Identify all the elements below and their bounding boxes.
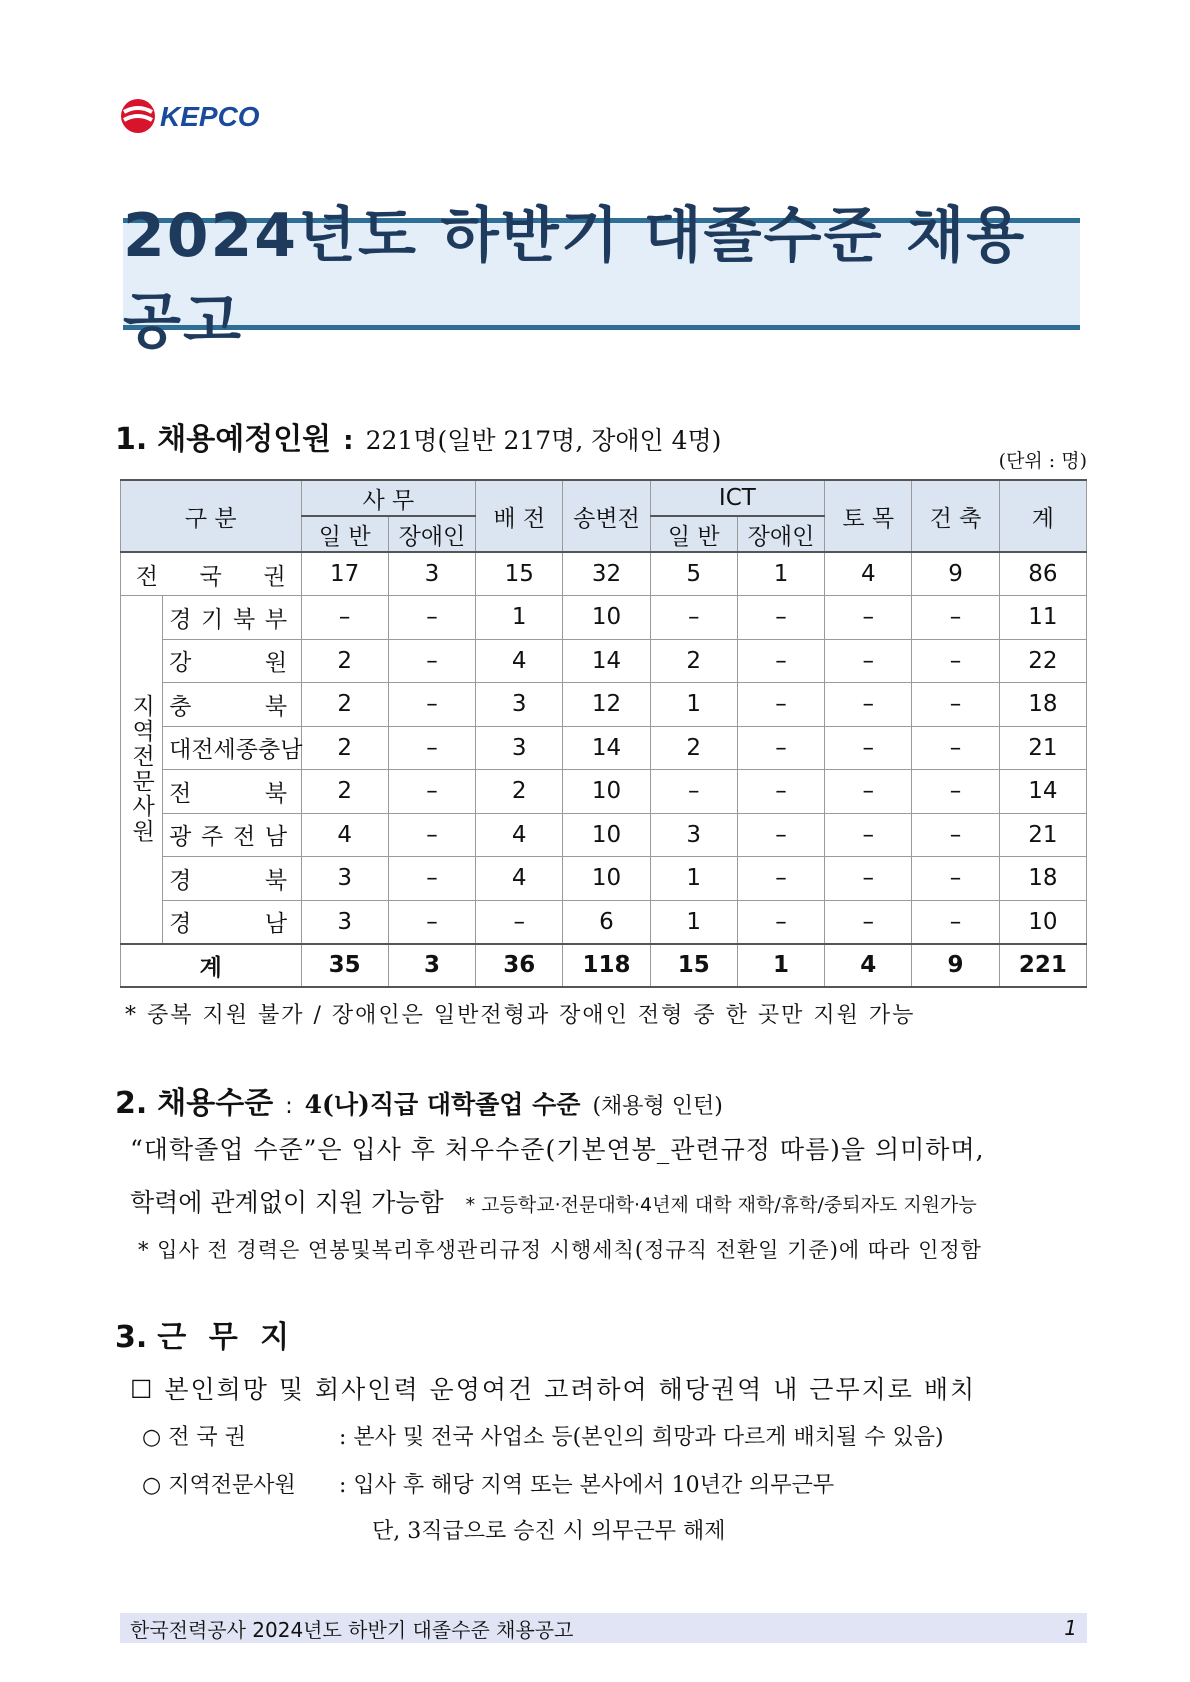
- table-cell: 6: [563, 900, 650, 944]
- table-cell: –: [737, 857, 824, 901]
- table-cell: –: [737, 770, 824, 814]
- table-cell: 4: [476, 857, 563, 901]
- career-note: * 입사 전 경력은 연봉및복리후생관리규정 시행세칙(정규직 전환일 기준)에 따라 인정함: [138, 1238, 982, 1262]
- region-name: 경 남: [163, 900, 301, 944]
- header-civil: 토 목: [825, 480, 912, 552]
- table-row-region: [121, 596, 1087, 640]
- table-cell: 22: [999, 639, 1086, 683]
- table-cell: 3: [388, 552, 475, 596]
- table-cell: –: [912, 596, 999, 640]
- table-cell: 1: [476, 596, 563, 640]
- section-2-heading: 2. 채용수준 : 4(나)직급 대학졸업 수준 (채용형 인턴): [115, 1086, 723, 1121]
- table-cell: 1: [650, 683, 737, 727]
- table-cell: –: [912, 857, 999, 901]
- table-cell: 1: [650, 900, 737, 944]
- kepco-logo: [118, 96, 288, 136]
- table-cell: –: [825, 813, 912, 857]
- table-cell: 3: [476, 726, 563, 770]
- table-cell: –: [825, 639, 912, 683]
- table-cell: 1: [737, 944, 824, 988]
- table-cell: –: [737, 596, 824, 640]
- header-office-general: 일 반: [301, 516, 388, 552]
- table-cell: –: [388, 900, 475, 944]
- table-cell: 32: [563, 552, 650, 596]
- table-cell: –: [912, 639, 999, 683]
- regional-label: 지역전문사원: [121, 596, 163, 944]
- region-name: 경 기 북 부: [163, 596, 301, 640]
- header-ict-disabled: 장애인: [737, 516, 824, 552]
- svg-text:KEPCO: KEPCO: [160, 101, 260, 132]
- table-cell: 14: [563, 726, 650, 770]
- header-total: 계: [999, 480, 1086, 552]
- table-cell: –: [301, 596, 388, 640]
- header-office: 사 무: [301, 480, 476, 516]
- recruit-table: [120, 479, 1087, 988]
- table-cell: 86: [999, 552, 1086, 596]
- page-title: 2024년도 하반기 대졸수준 채용공고: [123, 201, 1027, 357]
- table-cell: 3: [301, 900, 388, 944]
- workplace-regional: ○ 지역전문사원 : 입사 후 해당 지역 또는 본사에서 10년간 의무근무: [142, 1473, 835, 1498]
- table-cell: 21: [999, 813, 1086, 857]
- table-cell: –: [388, 857, 475, 901]
- workplace-regional-exception: 단, 3직급으로 승진 시 의무근무 해제: [372, 1519, 726, 1544]
- table-cell: –: [388, 726, 475, 770]
- table-cell: –: [825, 683, 912, 727]
- recruit-level: 4(나)직급 대학졸업 수준: [304, 1090, 581, 1119]
- table-cell: 35: [301, 944, 388, 988]
- table-cell: –: [825, 726, 912, 770]
- header-architecture: 건 축: [912, 480, 999, 552]
- table-cell: 4: [825, 552, 912, 596]
- workplace-nationwide: ○ 전 국 권 : 본사 및 전국 사업소 등(본인의 희망과 다르게 배치될 수 있음): [142, 1425, 944, 1450]
- title-banner: [123, 201, 1080, 357]
- table-row-region: [121, 813, 1087, 857]
- table-row-region: [121, 900, 1087, 944]
- table-cell: 21: [999, 726, 1086, 770]
- table-cell: 3: [650, 813, 737, 857]
- table-cell: –: [388, 813, 475, 857]
- region-name: 강 원: [163, 639, 301, 683]
- section-3-heading: 3. 근 무 지: [115, 1320, 296, 1355]
- table-cell: 10: [999, 900, 1086, 944]
- table-cell: 15: [650, 944, 737, 988]
- header-distribution: 배 전: [476, 480, 563, 552]
- region-name: 전 북: [163, 770, 301, 814]
- region-name: 대전세종충남: [163, 726, 301, 770]
- workplace-assignment: ☐ 본인희망 및 회사인력 운영여건 고려하여 해당권역 내 근무지로 배치: [130, 1375, 977, 1404]
- table-cell: 4: [476, 639, 563, 683]
- table-cell: –: [388, 596, 475, 640]
- table-cell: 18: [999, 683, 1086, 727]
- table-cell: 2: [301, 639, 388, 683]
- table-cell: 11: [999, 596, 1086, 640]
- table-cell: 3: [476, 683, 563, 727]
- table-cell: –: [650, 596, 737, 640]
- table-cell: 3: [301, 857, 388, 901]
- header-transmission: 송변전: [563, 480, 650, 552]
- table-cell: 36: [476, 944, 563, 988]
- table-cell: –: [912, 683, 999, 727]
- table-cell: –: [476, 900, 563, 944]
- table-cell: –: [912, 900, 999, 944]
- page-footer: [120, 1613, 1087, 1643]
- table-cell: –: [825, 770, 912, 814]
- header-ict: ICT: [650, 480, 825, 516]
- table-cell: 10: [563, 813, 650, 857]
- page-number: 1: [1064, 1616, 1077, 1640]
- table-cell: 14: [999, 770, 1086, 814]
- table-cell: 10: [563, 770, 650, 814]
- duplicate-application-note: * 중복 지원 불가 / 장애인은 일반전형과 장애인 전형 중 한 곳만 지원 가능: [125, 1003, 916, 1028]
- footer-text: 한국전력공사 2024년도 하반기 대졸수준 채용공고: [130, 1617, 574, 1642]
- table-cell: –: [912, 813, 999, 857]
- table-cell: –: [912, 770, 999, 814]
- education-line: 학력에 관계없이 지원 가능함 * 고등학교·전문대학·4년제 대학 재학/휴학/중퇴자도 지원가능: [130, 1188, 977, 1217]
- table-row-region: [121, 683, 1087, 727]
- table-cell: –: [737, 813, 824, 857]
- table-cell: –: [825, 900, 912, 944]
- table-cell: 2: [301, 770, 388, 814]
- table-cell: –: [650, 770, 737, 814]
- recruit-summary: 221명(일반 217명, 장애인 4명): [365, 426, 722, 455]
- unit-label: (단위 : 명): [998, 450, 1087, 472]
- table-cell: 2: [650, 639, 737, 683]
- table-cell: –: [737, 726, 824, 770]
- section-1-heading: 1. 채용예정인원 : 221명(일반 217명, 장애인 4명): [115, 422, 722, 457]
- table-cell: 18: [999, 857, 1086, 901]
- header-category: 구 분: [121, 480, 302, 552]
- table-cell: –: [388, 770, 475, 814]
- table-cell: –: [388, 683, 475, 727]
- region-name: 충 북: [163, 683, 301, 727]
- table-cell: 12: [563, 683, 650, 727]
- table-cell: –: [737, 639, 824, 683]
- level-description: “대학졸업 수준”은 입사 후 처우수준(기본연봉_관련규정 따름)을 의미하며,: [130, 1135, 985, 1164]
- table-row-region: [121, 639, 1087, 683]
- table-cell: 10: [563, 596, 650, 640]
- row-label: 전 국 권: [121, 552, 302, 596]
- table-cell: 4: [476, 813, 563, 857]
- table-cell: 2: [301, 683, 388, 727]
- region-name: 광 주 전 남: [163, 813, 301, 857]
- table-cell: –: [825, 857, 912, 901]
- table-cell: –: [388, 639, 475, 683]
- table-cell: 2: [650, 726, 737, 770]
- table-cell: –: [912, 726, 999, 770]
- table-cell: –: [825, 596, 912, 640]
- table-cell: 1: [650, 857, 737, 901]
- table-cell: 118: [563, 944, 650, 988]
- kepco-emblem-icon: [121, 99, 155, 133]
- table-cell: 17: [301, 552, 388, 596]
- table-cell: 15: [476, 552, 563, 596]
- table-cell: 14: [563, 639, 650, 683]
- table-cell: 1: [737, 552, 824, 596]
- table-row-region: [121, 857, 1087, 901]
- region-name: 경 북: [163, 857, 301, 901]
- table-cell: 221: [999, 944, 1086, 988]
- table-cell: 5: [650, 552, 737, 596]
- total-label: 계: [121, 944, 302, 988]
- table-row-region: [121, 726, 1087, 770]
- table-cell: 2: [301, 726, 388, 770]
- table-row-nationwide: [121, 552, 1087, 596]
- table-cell: 10: [563, 857, 650, 901]
- table-cell: –: [737, 900, 824, 944]
- table-cell: 9: [912, 944, 999, 988]
- table-row-region: [121, 770, 1087, 814]
- table-cell: 9: [912, 552, 999, 596]
- table-cell: 2: [476, 770, 563, 814]
- table-cell: 4: [825, 944, 912, 988]
- table-row-total: [121, 944, 1087, 988]
- header-ict-general: 일 반: [650, 516, 737, 552]
- table-cell: 4: [301, 813, 388, 857]
- table-cell: 3: [388, 944, 475, 988]
- header-office-disabled: 장애인: [388, 516, 475, 552]
- table-cell: –: [737, 683, 824, 727]
